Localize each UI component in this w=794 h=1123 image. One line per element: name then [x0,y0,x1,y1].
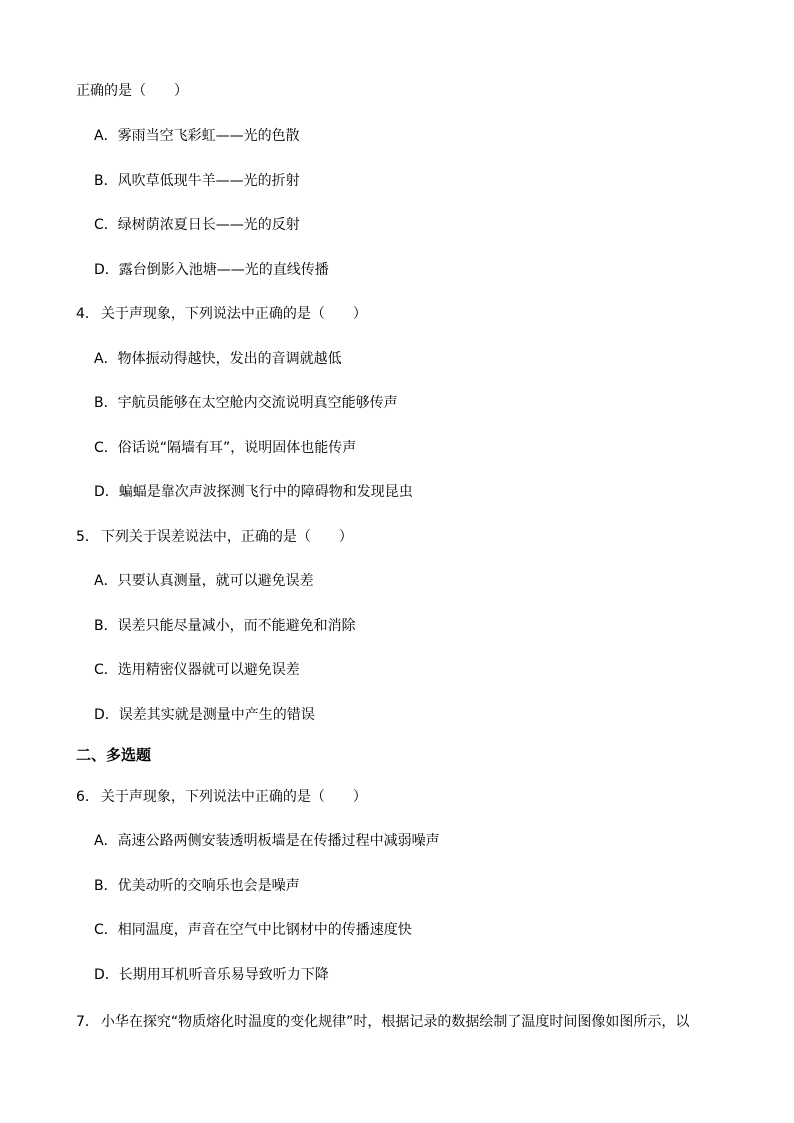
question-5-number: 5． [76,529,99,545]
question-3-option-a: A．雾雨当空飞彩虹——光的色散 [94,128,300,144]
question-4-number: 4． [76,306,99,322]
question-4-stem [76,305,367,323]
question-7-text: 小华在探究“物质熔化时温度的变化规律”时，根据记录的数据绘制了温度时间图像如图所示，以 [100,1014,690,1030]
question-3-option-d: D．露台倒影入池塘——光的直线传播 [94,262,329,278]
question-4-option-b: B．宇航员能够在太空舱内交流说明真空能够传声 [94,395,398,411]
question-4-option-d: D．蝙蝠是靠次声波探测飞行中的障碍物和发现昆虫 [94,484,413,500]
question-6-text: 关于声现象，下列说法中正确的是（ ） [100,789,367,805]
question-4-text: 关于声现象，下列说法中正确的是（ ） [100,306,367,322]
question-6-stem [76,788,367,806]
question-5-option-c: C．选用精密仪器就可以避免误差 [94,662,300,678]
question-6-option-c: C．相同温度，声音在空气中比钢材中的传播速度快 [94,922,412,938]
question-3-stem-tail: 正确的是（ ） [76,83,188,99]
question-4-option-a: A．物体振动得越快，发出的音调就越低 [94,351,342,367]
question-5-option-d: D．误差其实就是测量中产生的错误 [94,707,315,723]
question-6-option-d: D．长期用耳机听音乐易导致听力下降 [94,967,329,983]
question-6-option-b: B．优美动听的交响乐也会是噪声 [94,878,300,894]
question-5-option-b: B．误差只能尽量减小，而不能避免和消除 [94,618,356,634]
question-3-option-c: C．绿树荫浓夏日长——光的反射 [94,217,300,233]
question-5-option-a: A．只要认真测量，就可以避免误差 [94,573,314,589]
question-6-number: 6． [76,789,99,805]
question-5-stem [76,528,353,546]
question-5-text: 下列关于误差说法中，正确的是（ ） [100,529,353,545]
question-7-stem [76,1013,689,1031]
question-7-number: 7． [76,1014,99,1030]
question-4-option-c: C．俗话说“隔墙有耳”，说明固体也能传声 [94,440,357,456]
question-3-option-b: B．风吹草低现牛羊——光的折射 [94,173,300,189]
section-heading-multiple-choice: 二、多选题 [76,746,152,764]
question-6-option-a: A．高速公路两侧安装透明板墙是在传播过程中减弱噪声 [94,833,440,849]
